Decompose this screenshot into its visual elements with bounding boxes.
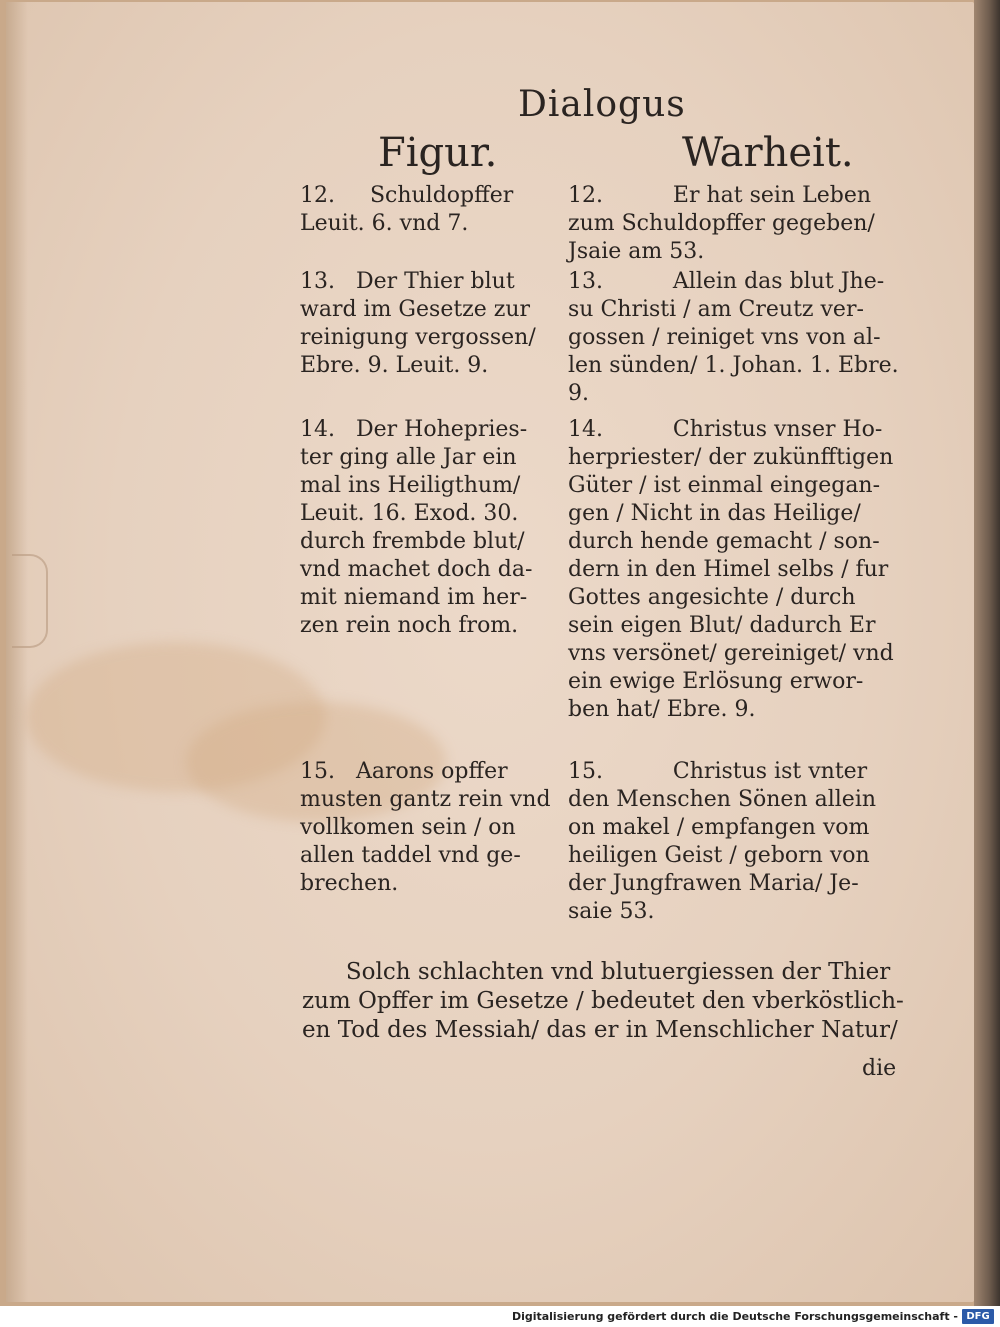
gutter-shadow [6,2,28,1302]
dfg-logo-icon: DFG [962,1309,994,1324]
entry-13-right: 13. Allein das blut Jhe- su Christi / am Creutz ver- gossen / reiniget vns von al- len sünden/ 1. Johan. 1. Ebre. 9. [568,269,899,406]
entry-15-left: 15. Aarons opffer musten gantz rein vnd vollkomen sein / on allen taddel vnd ge- brechen. [300,759,551,896]
entry-14-right: 14. Christus vnser Ho- herpriester/ der zukünfftigen Güter / ist einmal eingegan- gen / Nicht in das Heilige/ durch hende gemacht / son- dern in den Himel selbs / fur Gottes angesichte / durch sein eigen Blut/ dadurch Er vns versönet/ gereiniget/ vnd ein ewige Erlösung erwor- ben hat/ Ebre. 9. [568,417,894,722]
closing-paragraph: Solch schlachten vnd blutuergiessen der Thier zum Opffer im Gesetze / bedeutet den vberköstlich- en Tod des Messiah/ das er in Menschlicher Natur/ [302,959,904,1043]
entry-13-left: 13. Der Thier blut ward im Gesetze zur reinigung vergossen/ Ebre. 9. Leuit. 9. [300,269,536,378]
entry-14-left: 14. Der Hohepries- ter ging alle Jar ein mal ins Heiligthum/ Leuit. 16. Exod. 30. durch frembde blut/ vnd machet doch da- mit niemand im her- zen rein noch from. [300,417,533,638]
entry-15-right: 15. Christus ist vnter den Menschen Sönen allein on makel / empfangen vom heiligen Geist / geborn von der Jungfrawen Maria/ Je- saie 53. [568,759,877,924]
running-head: Dialogus [518,84,686,125]
column-title-warheit: Warheit. [682,130,854,176]
entry-12-right: 12. Er hat sein Leben zum Schuldopffer gegeben/ Jsaie am 53. [568,183,875,264]
catchword: die [862,1056,897,1081]
book-edge [974,0,1000,1306]
paper-sheet [6,2,974,1302]
column-title-figur: Figur. [378,130,498,176]
funding-credit: Digitalisierung gefördert durch die Deutsche Forschungsgemeinschaft - [511,1310,958,1323]
entry-12-left: 12. Schuldopffer Leuit. 6. vnd 7. [300,183,514,236]
footer-bar [0,1306,1000,1327]
binding-thread [12,554,48,648]
